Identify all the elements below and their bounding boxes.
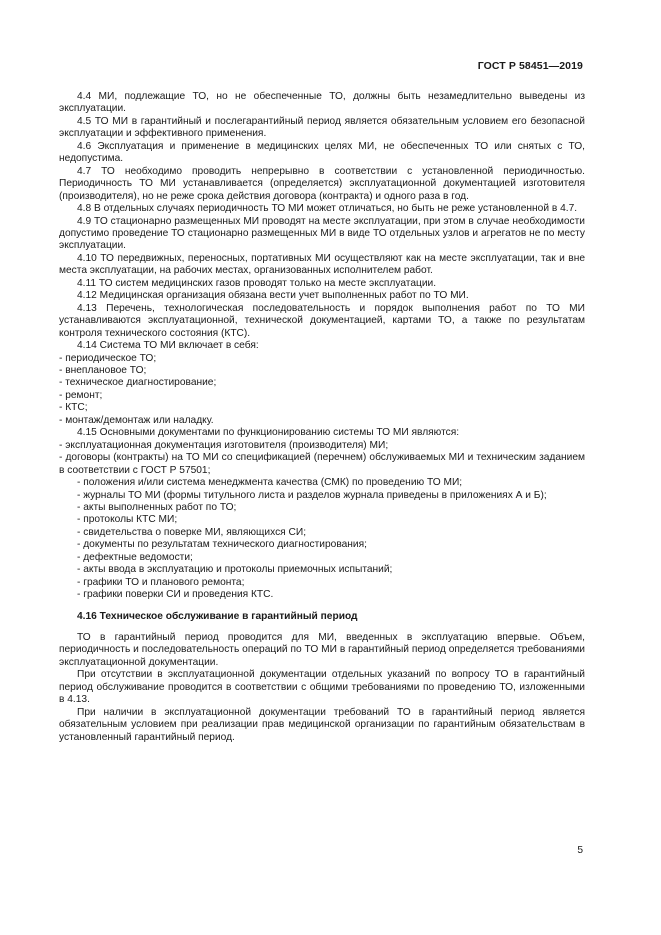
clause-4-6: 4.6 Эксплуатация и применение в медицинских целях МИ, не обеспеченных ТО или снятых с ТО, недопустима. [59,140,585,165]
clause-4-14: 4.14 Система ТО МИ включает в себя: [77,340,259,352]
list-item: - свидетельства о поверке МИ, являющихся СИ; [77,526,307,538]
clause-4-7: 4.7 ТО необходимо проводить непрерывно в соответствии с установленной периодичностью. Периодичность ТО МИ устанавливается (определяется) эксплуатационной документацией изготовителя (производителя), но не реже срока действия договора (контракта) и одного раза в год. [59,165,585,202]
standard-designation: ГОСТ Р 58451—2019 [477,60,583,72]
list-item: - графики поверки СИ и проведения КТС. [77,589,274,601]
paragraph: При отсутствии в эксплуатационной документации отдельных указаний по вопросу ТО в гарантийный период обслуживание проводится в соответствии с общими требованиями по проведению ТО, изложенными в 4.13. [59,669,585,706]
list-item: - ремонт; [59,389,103,401]
clause-4-12: 4.12 Медицинская организация обязана вести учет выполненных работ по ТО МИ. [77,290,469,302]
list-item: - внеплановое ТО; [59,364,147,376]
list-item: - графики ТО и планового ремонта; [77,576,245,588]
list-item: - протоколы КТС МИ; [77,514,178,526]
list-item: - положения и/или система менеджмента качества (СМК) по проведению ТО МИ; [77,477,463,489]
section-heading: 4.16 Техническое обслуживание в гарантийный период [77,610,358,622]
clause-4-9: 4.9 ТО стационарно размещенных МИ проводят на месте эксплуатации, при этом в случае необходимости допустимо проведение ТО стационарно размещенных МИ в виде ТО отдельных узлов и агрегатов не по месту эксплуатации. [59,215,585,252]
list-item: - журналы ТО МИ (формы титульного листа и разделов журнала приведены в приложениях А и Б); [77,489,547,501]
clause-4-8: 4.8 В отдельных случаях периодичность ТО МИ может отличаться, но быть не реже установленной в 4.7. [77,203,578,215]
list-item: - периодическое ТО; [59,352,157,364]
list-item: - договоры (контракты) на ТО МИ со спецификацией (перечнем) обслуживаемых МИ и техническим заданием в соответствии с ГОСТ Р 57501; [59,452,585,476]
list-item: - КТС; [59,402,88,414]
paragraph: При наличии в эксплуатационной документации требований ТО в гарантийный период является обязательным условием при реализации прав медицинской организации по гарантийным обязательствам в установленный гарантийный период. [59,706,585,743]
clause-4-11: 4.11 ТО систем медицинских газов проводят только на месте эксплуатации. [77,277,437,289]
list-item: - акты выполненных работ по ТО; [77,501,237,513]
list-item: - акты ввода в эксплуатацию и протоколы приемочных испытаний; [77,564,393,576]
clause-4-5: 4.5 ТО МИ в гарантийный и послегарантийный период является обязательным условием его безопасной эксплуатации и эффективного применения. [59,115,585,140]
list-item: - техническое диагностирование; [59,377,217,389]
paragraph: ТО в гарантийный период проводится для МИ, введенных в эксплуатацию впервые. Объем, периодичность и последовательность операций по ТО МИ в гарантийный период определяется требованиями эксплуатационной документации. [59,632,585,668]
clause-4-13: 4.13 Перечень, технологическая последовательность и порядок выполнения работ по ТО МИ устанавливаются эксплуатационной, технической документацией, картами ТО, а также по результатам контроля технического состояния (КТС). [59,302,585,339]
list-item: - эксплуатационная документация изготовителя (производителя) МИ; [59,439,389,451]
clause-4-10: 4.10 ТО передвижных, переносных, портативных МИ осуществляют как на месте эксплуатации, так и вне места эксплуатации, на рабочих местах, организованных исполнителем работ. [59,252,585,277]
list-item: - монтаж/демонтаж или наладку. [59,414,214,426]
document-body [59,91,585,744]
clause-4-4: 4.4 МИ, подлежащие ТО, но не обеспеченные ТО, должны быть незамедлительно выведены из эксплуатации. [59,91,585,115]
page-number: 5 [577,845,583,856]
list-item: - документы по результатам технического диагностирования; [77,539,367,551]
clause-4-15: 4.15 Основными документами по функционированию системы ТО МИ являются: [77,427,460,439]
list-item: - дефектные ведомости; [77,551,193,563]
